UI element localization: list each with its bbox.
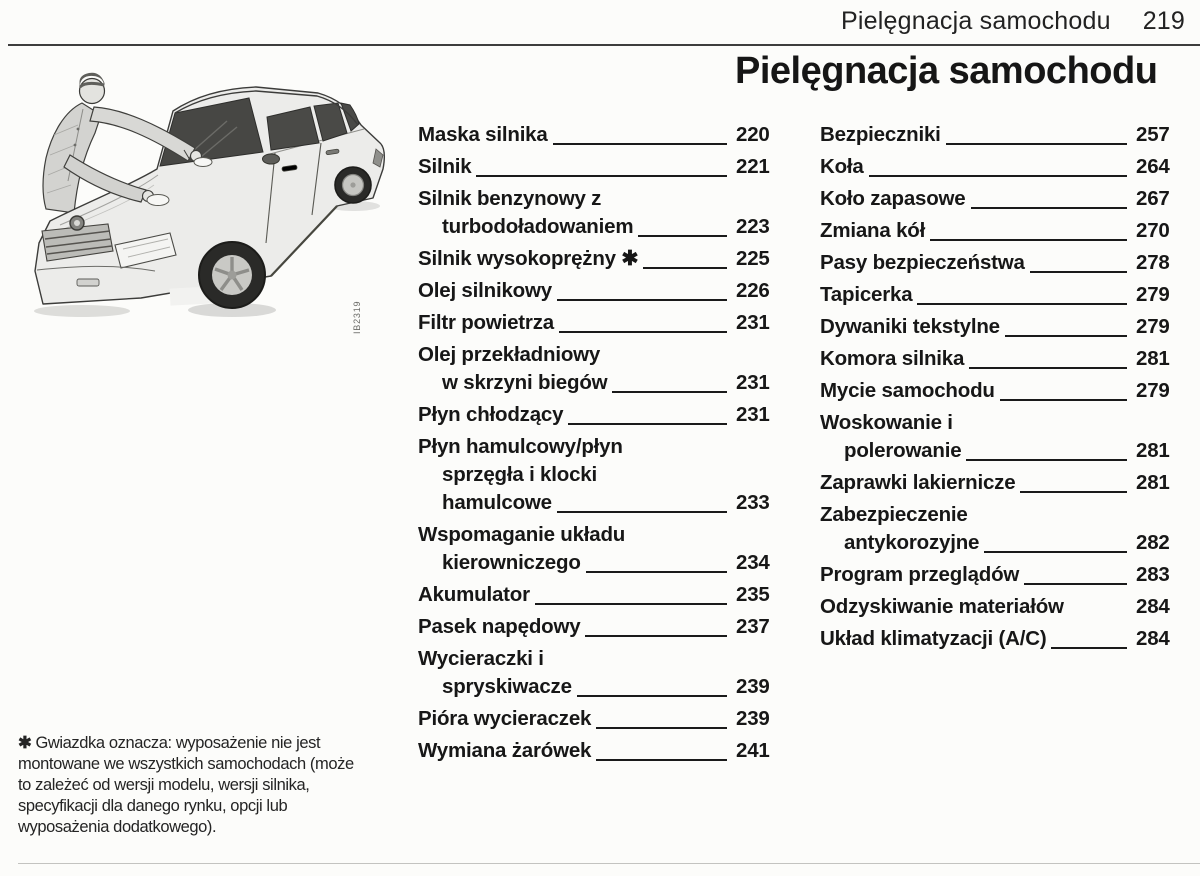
polishing-cloth-lower (147, 195, 169, 206)
toc-page-number: 223 (736, 215, 770, 238)
toc-entry (820, 593, 1176, 621)
toc-page-number: 241 (736, 739, 770, 762)
header-divider-rule (8, 44, 1200, 46)
toc-leader-line (1030, 271, 1127, 273)
toc-entry (820, 121, 1176, 149)
toc-entry (418, 277, 776, 305)
toc-leader-line (586, 571, 727, 573)
toc-entry-label: Dywaniki tekstylne (820, 315, 1000, 338)
toc-entry-label: Wymiana żarówek (418, 739, 592, 762)
toc-entry-label: Silnik benzynowy z (418, 187, 602, 210)
toc-entry-label: Olej przekładniowy (418, 343, 601, 366)
toc-leader-line (971, 207, 1128, 209)
toc-leader-line (946, 143, 1127, 145)
toc-page-number: 270 (1136, 219, 1170, 242)
toc-page-number: 234 (736, 551, 770, 574)
toc-entry (820, 501, 1176, 557)
toc-leader-line (612, 391, 727, 393)
shadow-front (34, 305, 130, 317)
running-head (841, 7, 1185, 36)
toc-entry-label: turbodoładowaniem (442, 215, 634, 238)
car-care-illustration (20, 62, 392, 350)
toc-page-number: 231 (736, 371, 770, 394)
toc-entry-label: Pasy bezpieczeństwa (820, 251, 1025, 274)
toc-entry-label: kierowniczego (442, 551, 581, 574)
toc-entry-label: Zaprawki lakiernicze (820, 471, 1016, 494)
running-head-title: Pielęgnacja samochodu (841, 7, 1111, 35)
toc-entry (820, 409, 1176, 465)
toc-leader-line (476, 175, 727, 177)
toc-entry (418, 737, 776, 765)
toc-leader-line (557, 299, 727, 301)
toc-page-number: 239 (736, 675, 770, 698)
toc-page-number: 231 (736, 311, 770, 334)
person (43, 73, 105, 213)
illustration-code: IB2319 (352, 300, 362, 334)
toc-leader-line (917, 303, 1127, 305)
toc-entry-label: Tapicerka (820, 283, 913, 306)
toc-entry-label: Zmiana kół (820, 219, 926, 242)
toc-page-number: 257 (1136, 123, 1170, 146)
toc-entry-label: Wycieraczki i (418, 647, 544, 670)
toc-entry (418, 433, 776, 517)
toc-entry (418, 185, 776, 241)
asterisk-icon: ✱ (18, 734, 32, 752)
toc-page-number: 226 (736, 279, 770, 302)
toc-entry-label: Zabezpieczenie (820, 503, 968, 526)
bottom-page-rule (18, 863, 1200, 864)
toc-entry (418, 121, 776, 149)
toc-entry (418, 705, 776, 733)
toc-column-left (418, 121, 776, 769)
toc-entry-label: Płyn hamulcowy/płyn (418, 435, 623, 458)
toc-entry (820, 281, 1176, 309)
toc-leader-line (585, 635, 727, 637)
toc-entry (820, 249, 1176, 277)
toc-entry (418, 521, 776, 577)
toc-entry-label: Filtr powietrza (418, 311, 554, 334)
toc-page-number: 278 (1136, 251, 1170, 274)
toc-page-number: 281 (1136, 347, 1170, 370)
toc-entry (418, 309, 776, 337)
chapter-title: Pielęgnacja samochodu (735, 50, 1158, 92)
toc-page-number: 225 (736, 247, 770, 270)
toc-page-number: 283 (1136, 563, 1170, 586)
toc-entry-label: Koło zapasowe (820, 187, 966, 210)
footnote-text: Gwiazdka oznacza: wyposażenie nie jest montowane we wszystkich samochodach (może to zależeć od wersji modelu, wersji silnika, specyfikacji dla danego rynku, opcji lub wyposażenia dodatkowego). (18, 734, 354, 836)
toc-page-number: 281 (1136, 439, 1170, 462)
toc-page-number: 279 (1136, 379, 1170, 402)
toc-leader-line (643, 267, 727, 269)
front-wheel (199, 242, 265, 308)
toc-leader-line (553, 143, 727, 145)
toc-leader-line (577, 695, 727, 697)
toc-entry-label: Silnik wysokoprężny ✱ (418, 247, 639, 270)
man-polishing-car-drawing (20, 62, 392, 350)
toc-leader-line (869, 175, 1127, 177)
toc-column-right (820, 121, 1176, 657)
toc-entry (820, 377, 1176, 405)
toc-page-number: 284 (1136, 595, 1170, 618)
toc-leader-line (1005, 335, 1127, 337)
toc-leader-line (559, 331, 727, 333)
toc-entry-label: sprzęgła i klocki (442, 463, 597, 486)
toc-entry-label: Wspomaganie układu (418, 523, 626, 546)
side-mirror (263, 154, 280, 164)
toc-entry-label: Koła (820, 155, 864, 178)
toc-leader-line (1000, 399, 1127, 401)
toc-page-number: 281 (1136, 471, 1170, 494)
toc-page-number: 237 (736, 615, 770, 638)
toc-entry (418, 245, 776, 273)
toc-page-number: 239 (736, 707, 770, 730)
polishing-cloth-upper (194, 158, 212, 167)
toc-entry-label: antykorozyjne (844, 531, 980, 554)
toc-entry (418, 401, 776, 429)
toc-entry (418, 581, 776, 609)
toc-entry (820, 561, 1176, 589)
toc-page-number: 221 (736, 155, 770, 178)
toc-entry (820, 185, 1176, 213)
toc-entry-label: Bezpieczniki (820, 123, 941, 146)
toc-leader-line (638, 235, 727, 237)
fog-light (77, 279, 99, 286)
toc-page-number: 231 (736, 403, 770, 426)
toc-entry-label: Mycie samochodu (820, 379, 995, 402)
toc-entry (418, 153, 776, 181)
toc-entry (820, 217, 1176, 245)
toc-leader-line (535, 603, 727, 605)
asterisk-footnote (18, 733, 370, 838)
toc-leader-line (1051, 647, 1127, 649)
toc-page-number: 264 (1136, 155, 1170, 178)
toc-leader-line (969, 367, 1127, 369)
toc-entry (820, 153, 1176, 181)
toc-page-number: 267 (1136, 187, 1170, 210)
toc-entry-label: Program przeglądów (820, 563, 1020, 586)
toc-leader-line (966, 459, 1127, 461)
toc-entry-label: Płyn chłodzący (418, 403, 564, 426)
toc-leader-line (1020, 491, 1127, 493)
running-head-page-number: 219 (1142, 7, 1185, 35)
toc-leader-line (930, 239, 1127, 241)
toc-entry-label: Maska silnika (418, 123, 548, 146)
toc-entry-label: hamulcowe (442, 491, 552, 514)
toc-leader-line (557, 511, 727, 513)
toc-entry (418, 341, 776, 397)
toc-entry-label: Pióra wycieraczek (418, 707, 592, 730)
toc-entry-label: polerowanie (844, 439, 962, 462)
toc-entry-label: Komora silnika (820, 347, 965, 370)
toc-entry (820, 313, 1176, 341)
toc-leader-line (596, 727, 727, 729)
toc-entry-label: Woskowanie i (820, 411, 953, 434)
toc-entry-label: Pasek napędowy (418, 615, 581, 638)
toc-page-number: 282 (1136, 531, 1170, 554)
toc-leader-line (568, 423, 727, 425)
toc-page-number: 235 (736, 583, 770, 606)
toc-entry-label: Olej silnikowy (418, 279, 552, 302)
toc-page-number: 220 (736, 123, 770, 146)
toc-page-number: 233 (736, 491, 770, 514)
toc-page-number: 284 (1136, 627, 1170, 650)
toc-entry-label: Silnik (418, 155, 472, 178)
toc-entry (820, 345, 1176, 373)
toc-entry-label: Odzyskiwanie materiałów (820, 595, 1064, 618)
toc-leader-line (1024, 583, 1127, 585)
toc-page-number: 279 (1136, 315, 1170, 338)
rear-wheel (335, 167, 371, 203)
toc-leader-line (984, 551, 1127, 553)
toc-entry-label: spryskiwacze (442, 675, 572, 698)
toc-entry (820, 469, 1176, 497)
toc-entry-label: w skrzyni biegów (442, 371, 608, 394)
toc-entry-label: Akumulator (418, 583, 530, 606)
toc-leader-line (596, 759, 727, 761)
toc-entry (418, 613, 776, 641)
toc-page-number: 279 (1136, 283, 1170, 306)
toc-entry-label: Układ klimatyzacji (A/C) (820, 627, 1047, 650)
toc-entry (820, 625, 1176, 653)
toc-entry (418, 645, 776, 701)
